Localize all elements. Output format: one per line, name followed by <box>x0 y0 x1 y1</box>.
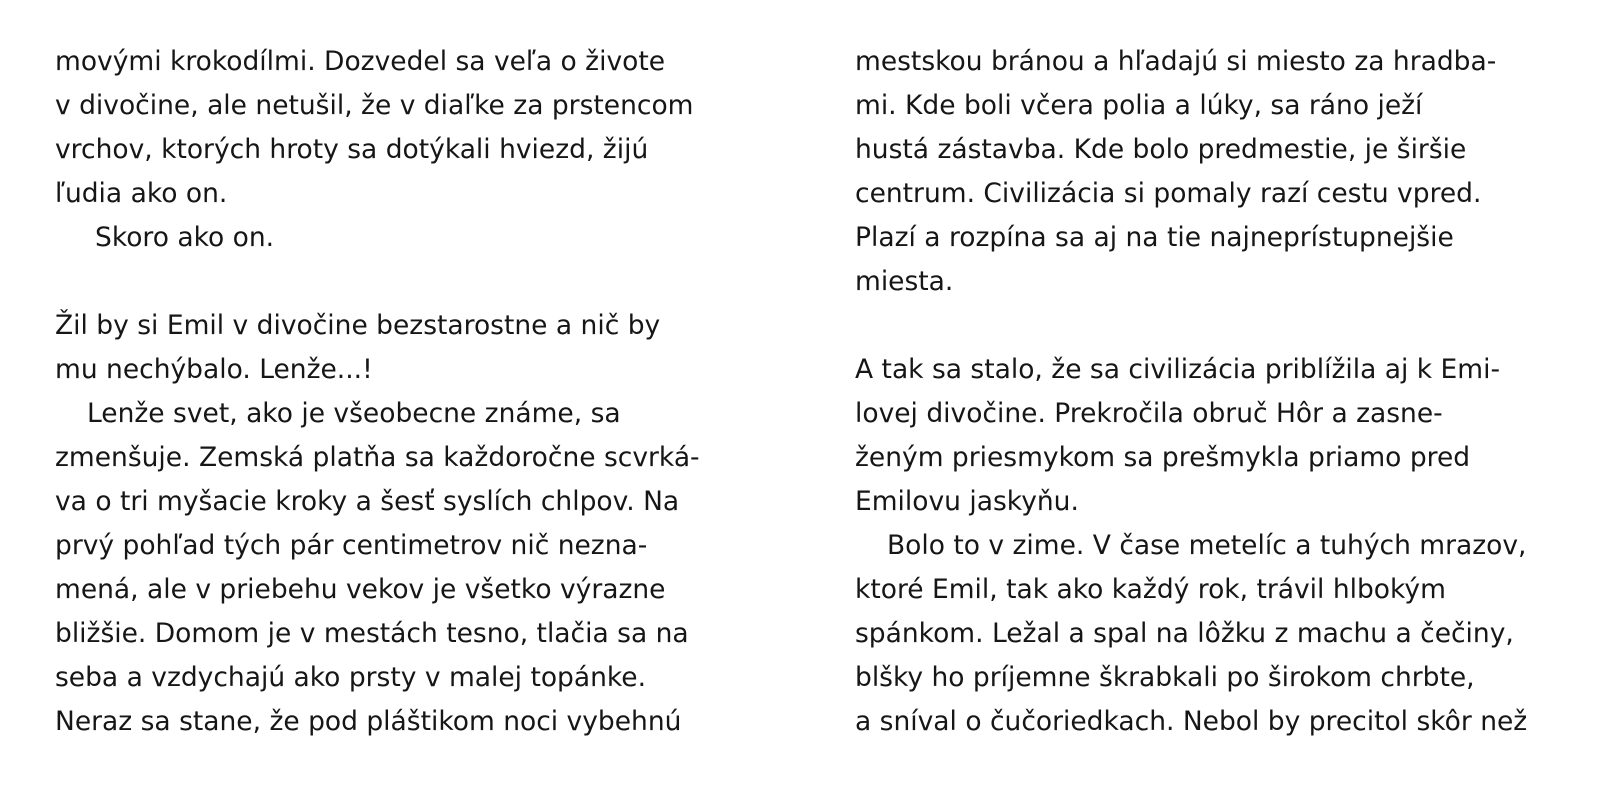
text-line: mi. Kde boli včera polia a lúky, sa ráno ježí <box>855 90 1423 121</box>
paragraph <box>855 40 1575 304</box>
text-line: seba a vzdychajú ako prsty v malej topánke. <box>55 662 647 693</box>
text-line: ženým priesmykom sa prešmykla priamo pred <box>855 442 1471 473</box>
text-line: Neraz sa stane, že pod pláštikom noci vybehnú <box>55 706 682 737</box>
right-page <box>855 40 1575 744</box>
text-line: va o tri myšacie kroky a šesť syslích chlpov. Na <box>55 486 680 517</box>
text-line: ľudia ako on. <box>55 178 228 209</box>
text-line: Plazí a rozpína sa aj na tie najneprístupnejšie <box>855 222 1454 253</box>
left-page <box>55 40 775 744</box>
text-line: ktoré Emil, tak ako každý rok, trávil hlbokým <box>855 574 1446 605</box>
text-line: a sníval o čučoriedkach. Nebol by precitol skôr než <box>855 706 1528 737</box>
text-line: blšky ho príjemne škrabkali po širokom chrbte, <box>855 662 1475 693</box>
text-line: miesta. <box>855 266 954 297</box>
text-line: prvý pohľad tých pár centimetrov nič nezna- <box>55 530 648 561</box>
paragraph <box>55 304 775 744</box>
paragraph-break <box>55 260 775 304</box>
text-line: hustá zástavba. Kde bolo predmestie, je širšie <box>855 134 1467 165</box>
text-line: A tak sa stalo, že sa civilizácia priblížila aj k Emi- <box>855 354 1501 385</box>
text-line: mu nechýbalo. Lenže...! <box>55 354 373 385</box>
text-line: zmenšuje. Zemská platňa sa každoročne scvrká- <box>55 442 700 473</box>
text-line: lovej divočine. Prekročila obruč Hôr a zasne- <box>855 398 1443 429</box>
text-line: mestskou bránou a hľadajú si miesto za hradba- <box>855 46 1497 77</box>
text-line: Žil by si Emil v divočine bezstarostne a nič by <box>55 310 661 341</box>
text-line: bližšie. Domom je v mestách tesno, tlačia sa na <box>55 618 689 649</box>
text-line: Skoro ako on. <box>95 222 275 253</box>
text-line: spánkom. Ležal a spal na lôžku z machu a čečiny, <box>855 618 1514 649</box>
text-line: vrchov, ktorých hroty sa dotýkali hviezd, žijú <box>55 134 649 165</box>
paragraph <box>55 40 775 260</box>
text-line: mená, ale v priebehu vekov je všetko výrazne <box>55 574 666 605</box>
paragraph <box>855 348 1575 744</box>
paragraph-break <box>855 304 1575 348</box>
text-line: movými krokodílmi. Dozvedel sa veľa o živote <box>55 46 666 77</box>
text-line: centrum. Civilizácia si pomaly razí cestu vpred. <box>855 178 1482 209</box>
text-line: Lenže svet, ako je všeobecne známe, sa <box>87 398 621 429</box>
text-line: Bolo to v zime. V čase metelíc a tuhých mrazov, <box>887 530 1527 561</box>
text-line: v divočine, ale netušil, že v diaľke za prstencom <box>55 90 694 121</box>
text-line: Emilovu jaskyňu. <box>855 486 1079 517</box>
